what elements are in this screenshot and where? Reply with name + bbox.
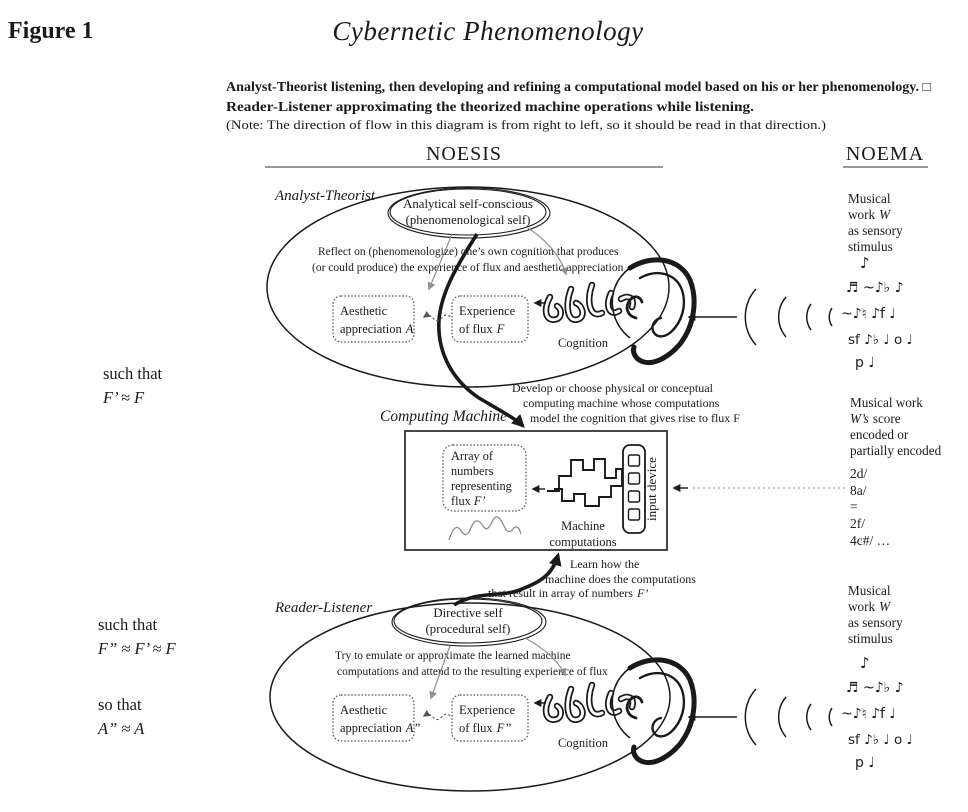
experience-box-line1: Experience [459,304,516,318]
score-code5: 4c#/ … [850,533,891,548]
array-box-line2: numbers [451,464,494,478]
aesthetic-box-line2: appreciation A [340,322,414,336]
sensory-stimulus-label [848,191,903,254]
machine-computations-scribble [547,459,622,506]
learn-text-line3: that result in array of numbers F’ [488,586,649,600]
analytical-self-line1: Analytical self-conscious [403,197,533,211]
caption-note: (Note: The direction of flow in this diagram is from right to left, so it should be read in that direction.) [226,117,826,132]
cognition-scribble-bottom [535,685,633,750]
sound-wave-arcs-bottom [689,689,832,745]
aesthetic-bottom-line1: Aesthetic [340,703,388,717]
encoded-score-label [850,395,942,548]
page-title: Cybernetic Phenomenology [332,16,644,46]
sensory-line2: work W [848,207,891,222]
score-line1: Musical work [850,395,923,410]
noesis-header: NOESIS [425,143,503,165]
experience-bottom-line1: Experience [459,703,516,717]
develop-text-line2: computing machine whose computations [523,396,720,410]
musical-notes [841,254,913,371]
flux-to-appreciation-arrow [424,315,450,321]
so-that-label: so that [98,695,142,714]
ear-icon-bottom [612,660,694,763]
develop-text-line3: model the cognition that gives rise to flux F [530,411,740,425]
try-text-line1: Try to emulate or approximate the learned machine [335,650,571,662]
cognition-scribble [535,285,633,350]
develop-text-line1: Develop or choose physical or conceptual [512,381,713,395]
aesthetic-bottom-line2: appreciation A” [340,721,421,735]
notes-row1: ♪ [860,254,870,272]
notes-row2: ♬ ~♪♭ ♪ [846,280,904,296]
analytical-self-ellipse [390,189,546,235]
input-device-slot [629,509,640,520]
score-code2: 8a/ [850,483,867,498]
input-device-slot [629,473,640,484]
directive-self-line1: Directive self [433,606,503,620]
flux-to-appreciation-arrow-bottom [424,714,450,720]
musical-notes-bottom [841,654,913,771]
score-line3: encoded or [850,427,909,442]
machine-computations-line2: computations [549,535,617,549]
machine-computations-line1: Machine [561,519,605,533]
cognition-label: Cognition [557,336,609,350]
array-box-line1: Array of [451,449,493,463]
analyst-theorist-label: Analyst-Theorist [275,188,375,204]
array-box-line4: flux F’ [451,494,486,508]
sound-wave-arcs [689,289,832,345]
learn-text-line1: Learn how the [570,557,640,571]
input-device [623,445,659,533]
input-device-slot [629,491,640,502]
try-text-line2: computations and attend to the resulting experience of flux [337,666,608,678]
such-that-top: such that [103,364,163,383]
directive-self-line2: (procedural self) [425,622,511,636]
reader-listener-label: Reader-Listener [275,600,373,616]
notes-row4: sf ♪♭ ♩ o ♩ [848,332,913,348]
notes-row3: ~♪♮ ♪f ♩ [841,306,897,322]
reflect-text-line2: (or could produce) the experience of flux and aesthetic appreciation [312,262,624,274]
computing-machine-label: Computing Machine [380,408,507,425]
sensory-line4: stimulus [848,239,893,254]
sensory-line3: as sensory [848,223,903,238]
score-code1: 2d/ [850,466,868,481]
flux-relation-bottom: F” ≈ F’ ≈ F [98,639,176,658]
flux-wave-sketch [449,517,521,540]
ear-icon [612,260,694,363]
input-device-slot [629,455,640,466]
score-code3: = [850,499,858,514]
figure-label: Figure 1 [8,18,94,44]
analytical-self-line2: (phenomenological self) [405,213,531,227]
notes-row5: p ♩ [855,355,875,371]
input-device-label: input device [644,457,659,521]
experience-bottom-line2: of flux F” [459,721,512,735]
sensory-line1: Musical [848,191,891,206]
caption-line-1: Analyst-Theorist listening, then developing and refining a computational model based on his or her phenomenology. □ [226,79,931,94]
score-code4: 2f/ [850,516,865,531]
learn-text-line2: machine does the computations [545,572,696,586]
noema-header: NOEMA [845,143,925,165]
reflect-text-line1: Reflect on (phenomenologize) one’s own cognition that produces [318,246,619,258]
flux-relation-top: F’ ≈ F [103,388,145,407]
appreciation-relation: A” ≈ A [98,719,145,738]
array-box-line3: representing [451,479,512,493]
experience-box-line2: of flux F [459,322,505,336]
score-line4: partially encoded [850,443,942,458]
aesthetic-box-line1: Aesthetic [340,304,388,318]
such-that-bottom: such that [98,615,158,634]
sensory-stimulus-label-bottom [848,583,903,646]
caption-line-2: Reader-Listener approximating the theorized machine operations while listening. [226,99,754,114]
score-line2: W’s score [850,411,901,426]
